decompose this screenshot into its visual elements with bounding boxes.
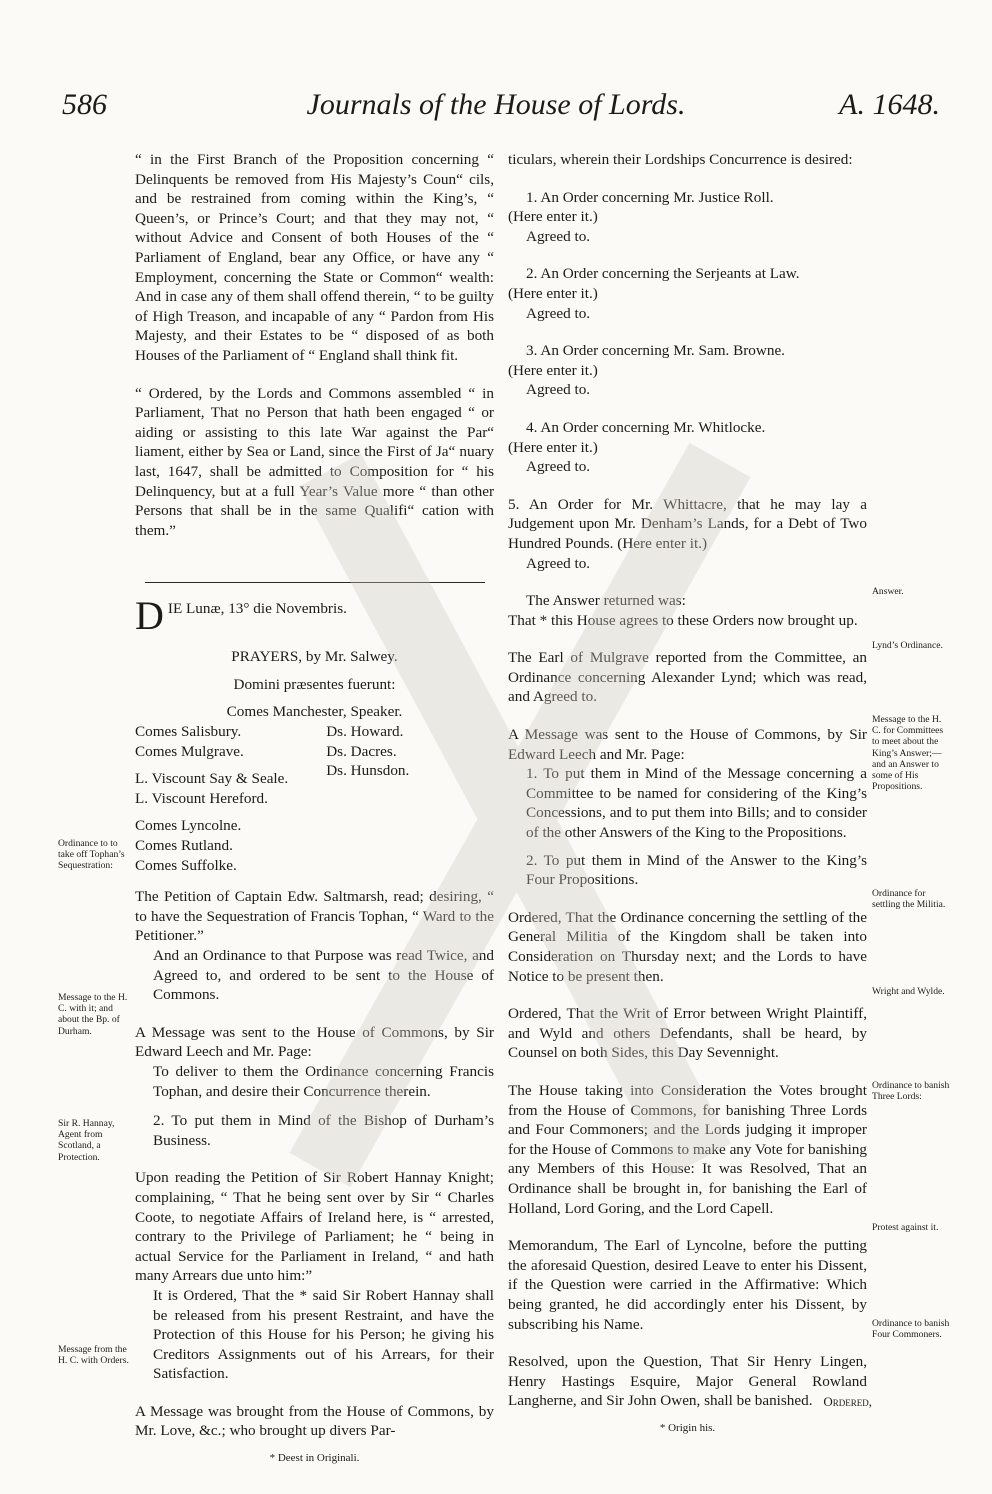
order-5: 5. An Order for Mr. Whittacre, that he may lay a Judgement upon Mr. Denham’s Lands, for a Debt of Two Hundred Pounds. (Here enter it.): [508, 495, 867, 552]
message-to-commons: A Message was sent to the House of Commons, by Sir Edward Leech and Mr. Page:: [135, 1023, 494, 1061]
margin-note-right: Wright and Wylde.: [872, 986, 945, 997]
order-agreed: Agreed to.: [526, 227, 591, 245]
hannay-petition: Upon reading the Petition of Sir Robert Hannay Knight; complaining, “ That he being sent over by Sir “ Charles Coote, to negotiate Affairs of Ireland here, is “ arrested, contrary to the Privilege of Parliament; he “ being in actual Service for the Parliament in Ireland, “ and hath many Arrears due unto him:”: [135, 1169, 494, 1285]
order-agreed: Agreed to.: [526, 381, 591, 399]
page-year: A. 1648.: [839, 88, 940, 121]
answer-text: That * this House agrees to these Orders now brought up.: [508, 611, 858, 629]
order-enter: (Here enter it.): [508, 438, 598, 456]
footnote-right: * Origin his.: [659, 1421, 716, 1434]
message-2-item-1: 1. To put them in Mind of the Message concerning a Committee to be named for considering of the King’s Concessions, and to put them into Bills; and to consider of the other Answers of the King to the Propositions.: [526, 765, 867, 842]
order-enter: (Here enter it.): [508, 284, 598, 302]
margin-note-right: Ordinance to banish Four Commoners.: [872, 1318, 950, 1341]
ordinance-read: And an Ordinance to that Purpose was read Twice, and Agreed to, and ordered to be sent to the House of Commons.: [153, 947, 494, 1004]
mulgrave-report: The Earl of Mulgrave reported from the Committee, an Ordinance concerning Alexander Lynd; which was read, and Agreed to.: [508, 649, 867, 706]
margin-note-right: Protest against it.: [872, 1222, 939, 1233]
wright-order: Ordered, That the Writ of Error between Wright Plaintiff, and Wyld and others Defendants, shall be heard, by Counsel on both Sides, this Day Sevennight.: [508, 1005, 867, 1062]
order-5-agreed: Agreed to.: [526, 554, 591, 572]
message-durham: 2. To put them in Mind of the Bishop of Durham’s Business.: [153, 1112, 494, 1149]
member: Comes Suffolke.: [135, 856, 237, 874]
saltmarsh-petition: The Petition of Captain Edw. Saltmarsh, read; desiring, “ to have the Sequestration of Francis Tophan, “ Ward to the Petitioner.”: [135, 888, 494, 945]
order-item: [508, 341, 867, 400]
order-enter: (Here enter it.): [508, 361, 598, 379]
member: Ds. Howard.: [326, 723, 404, 741]
order-item: [508, 418, 867, 477]
margin-note-right: Ordinance for settling the Militia.: [872, 888, 946, 911]
member: Ds. Hunsdon.: [326, 762, 410, 780]
continuation-text: ticulars, wherein their Lordships Concurrence is desired:: [508, 151, 853, 168]
order-text: 3. An Order concerning Mr. Sam. Browne.: [526, 342, 785, 360]
drop-cap: D: [135, 593, 164, 639]
order-text: 2. An Order concerning the Serjeants at Law.: [526, 265, 800, 283]
order-text: 4. An Order concerning Mr. Whitlocke.: [526, 418, 766, 436]
page-title: Journals of the House of Lords.: [306, 88, 686, 121]
message-to-commons-2: A Message was sent to the House of Commons, by Sir Edward Leech and Mr. Page:: [508, 726, 867, 763]
speaker-line: Comes Manchester, Speaker.: [226, 703, 403, 721]
order-text: 1. An Order concerning Mr. Justice Roll.: [526, 188, 774, 206]
order-item: [508, 264, 867, 323]
margin-note-right: Answer.: [872, 586, 904, 597]
members-present: [135, 722, 494, 875]
margin-note-left: Sir R. Hannay, Agent from Scotland, a Protection.: [58, 1118, 115, 1163]
answer-returned: The Answer returned was:: [526, 592, 686, 610]
margin-note-left: Message from the H. C. with Orders.: [58, 1344, 129, 1367]
message-from-commons: A Message was brought from the House of Commons, by Mr. Love, &c.; who brought up divers Par-: [135, 1402, 494, 1440]
margin-note-right: Message to the H. C. for Committees to meet about the King’s Answer;—and an Answer to some of His Propositions.: [872, 714, 944, 793]
memorandum: Memorandum, The Earl of Lyncolne, before the putting the aforesaid Question, desired Leave to enter his Dissent, if the Question were carried in the Affirmative: Which being granted, he did accordingly enter his Dissent, by subscribing his Name.: [508, 1237, 867, 1333]
member: [135, 808, 288, 816]
resolved-banish: Resolved, upon the Question, That Sir Henry Lingen, Henry Hastings Esquire, Major General Rowland Langherne, and Sir John Owen, shall be banished.: [508, 1353, 867, 1410]
quote-delinquents: “ in the First Branch of the Proposition concerning “ Delinquents be removed from His Majesty’s Coun“ cils, and be restrained from coming within the King’s, “ Queen’s, or Prince’s Court; and that they may not, “ without Advice and Consent of both Houses of the “ Parliament of England, bear any Office, or have any “ Employment, concerning the State or Common“ wealth: And in case any of them shall offend therein, “ to be guilty of High Treason, and incapable of any “ Pardon from His Majesty, and their Estates to be “ disposed of as both Houses of the Parliament of “ England shall think fit.: [135, 151, 494, 364]
margin-note-right: Ordinance to banish Three Lords:: [872, 1080, 950, 1103]
order-item: [508, 188, 867, 247]
right-column: [508, 150, 867, 1438]
member: [135, 761, 288, 769]
member: Ds. Dacres.: [326, 742, 397, 760]
order-agreed: Agreed to.: [526, 304, 591, 322]
message-2-item-2: 2. To put them in Mind of the Answer to the King’s Four Propositions.: [526, 851, 867, 889]
member: Comes Mulgrave.: [135, 742, 244, 760]
message-deliver: To deliver to them the Ordinance concerning Francis Tophan, and desire their Concurrence therein.: [153, 1062, 494, 1100]
left-column: [135, 150, 494, 1469]
member: Comes Rutland.: [135, 837, 233, 855]
hannay-order: It is Ordered, That the * said Sir Robert Hannay shall be released from his present Restraint, and have the Protection of this House for his Person; he giving his Creditors Assignments out of his Arrears, for their Satisfaction.: [153, 1286, 494, 1383]
domini-line: Domini præsentes fuerunt:: [233, 675, 396, 693]
margin-note-left: Message to the H. C. with it; and about the Bp. of Durham.: [58, 992, 128, 1037]
quote-ordered: “ Ordered, by the Lords and Commons assembled “ in Parliament, That no Person that hath been engaged “ or aiding or assisting to this late War against the Par“ liament, either by Sea or Land, since the First of Ja“ nuary last, 1647, shall be admitted to Composition for “ his Delinquency, but at a full Year’s Value more “ than other Persons that shall be in the same Qualifi“ cation with them.”: [135, 384, 494, 539]
margin-note-left: Ordinance to to take off Tophan’s Sequestration:: [58, 838, 125, 872]
order-enter: (Here enter it.): [508, 208, 598, 226]
members-list-left: [135, 722, 288, 875]
member: L. Viscount Hereford.: [135, 789, 268, 807]
members-list-right: [326, 722, 409, 875]
page-header: [0, 88, 992, 128]
prayers-line: PRAYERS, by Mr. Salwey.: [231, 648, 398, 666]
order-agreed: Agreed to.: [526, 458, 591, 476]
page-number: 586: [62, 88, 107, 121]
footnote-left: * Deest in Originali.: [269, 1452, 360, 1465]
banishing-paragraph: The House taking into Consideration the Votes brought from the House of Commons, for banishing Three Lords and Four Commoners; and the Lords judging it improper for the House of Commons to make any Vote for banishing any Members of this House: It was Resolved, That an Ordinance shall be brought in, for banishing the Earl of Holland, Lord Goring, and the Lord Capell.: [508, 1081, 867, 1217]
member: Comes Salisbury.: [135, 723, 242, 741]
margin-note-right: Lynd’s Ordinance.: [872, 640, 943, 651]
member: Comes Lyncolne.: [135, 817, 242, 835]
member: L. Viscount Say & Seale.: [135, 770, 289, 788]
catchword: Ordered,: [823, 1394, 872, 1409]
date-heading: IE Lunæ, 13° die Novembris.: [167, 600, 347, 618]
section-rule: [145, 582, 485, 583]
militia-order: Ordered, That the Ordinance concerning the settling of the General Militia of the Kingdom shall be taken into Consideration on Thursday next; and the Lords to have Notice to be present then.: [508, 908, 867, 985]
